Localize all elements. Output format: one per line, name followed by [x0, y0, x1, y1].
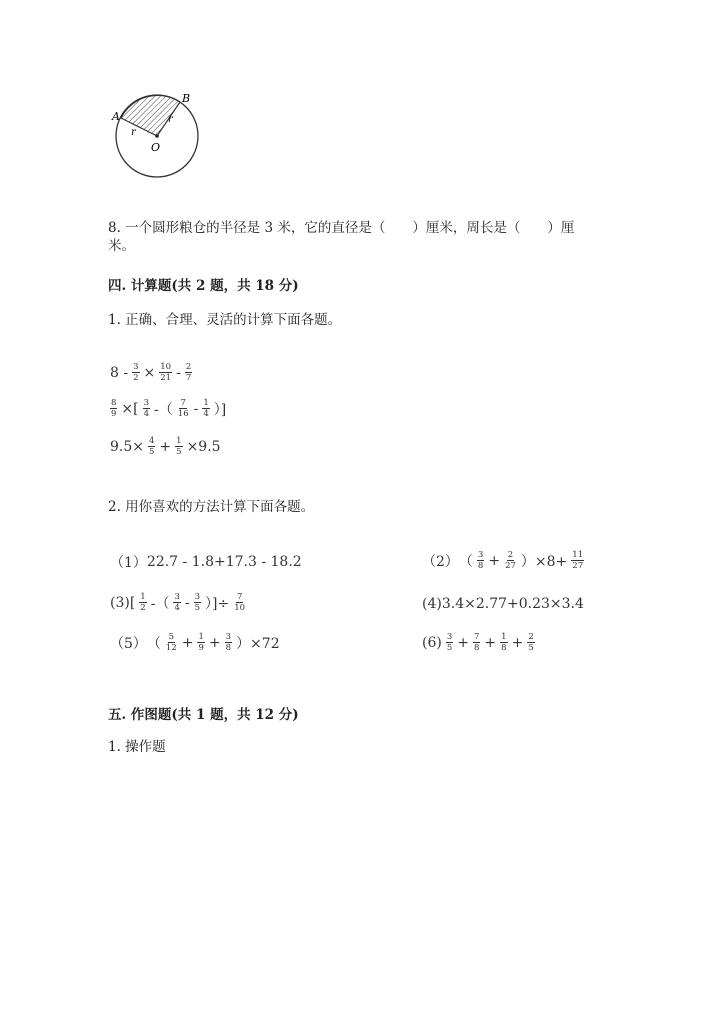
fraction: $\frac{1}{9}$ [198, 632, 204, 653]
problem-6: (6) $\frac{3}{5}$ + $\frac{7}{8}$ + $\frac{1}{8}$ + $\frac{2}{5}$ [422, 632, 534, 653]
expression-1: 8 - $\frac{3}{2}$ × $\frac{10}{21}$ - $\frac{2}{7}$ [110, 362, 192, 383]
question-8-line2: 米。 [108, 238, 135, 254]
circle-sector-figure [104, 90, 224, 190]
fraction: $\frac{3}{4}$ [143, 398, 150, 419]
fraction: $\frac{2}{27}$ [505, 550, 516, 571]
fraction: $\frac{10}{21}$ [160, 362, 172, 383]
fraction: $\frac{3}{8}$ [477, 550, 484, 571]
fraction: $\frac{11}{27}$ [572, 550, 584, 571]
label-r-right: r [168, 114, 173, 125]
section-4-q2-title: 2. 用你喜欢的方法计算下面各题。 [108, 499, 315, 515]
fraction: $\frac{7}{16}$ [177, 398, 189, 419]
question-8 [108, 219, 608, 255]
fraction: $\frac{2}{7}$ [185, 362, 192, 383]
fraction: $\frac{2}{5}$ [528, 632, 534, 653]
fraction: $\frac{1}{8}$ [501, 632, 507, 653]
fraction: $\frac{4}{5}$ [149, 436, 155, 457]
section-5-q1-title: 1. 操作题 [108, 739, 166, 755]
fraction: $\frac{7}{8}$ [474, 632, 480, 653]
problem-4: (4) 3.4×2.77+0.23×3.4 [422, 596, 584, 612]
center-dot [155, 134, 159, 138]
problem-2: （2） （ $\frac{3}{8}$ + $\frac{2}{27}$ ）×8+ $\frac{11}{27}$ [422, 550, 584, 571]
fraction: $\frac{7}{10}$ [234, 592, 246, 613]
label-o: O [151, 141, 161, 154]
expression-3: 9.5× $\frac{4}{5}$ + $\frac{1}{5}$ ×9.5 [110, 436, 221, 457]
fraction: $\frac{8}{9}$ [111, 398, 117, 419]
fraction: $\frac{3}{5}$ [194, 592, 201, 613]
label-b: B [182, 92, 191, 105]
fraction: $\frac{3}{4}$ [174, 592, 180, 613]
question-8-line1: 8. 一个圆形粮仓的半径是 3 米，它的直径是（ ）厘米，周长是（ ）厘 [108, 220, 575, 236]
section-4-title: 四. 计算题(共 2 题，共 18 分) [108, 278, 299, 294]
section-4-q1-title: 1. 正确、合理、灵活的计算下面各题。 [108, 312, 342, 328]
fraction: $\frac{3}{5}$ [446, 632, 453, 653]
problem-1: （1） 22.7 - 1.8+17.3 - 18.2 [110, 554, 302, 571]
label-a: A [112, 110, 120, 123]
fraction: $\frac{5}{12}$ [165, 632, 177, 653]
problem-5: （5） （ $\frac{5}{12}$ + $\frac{1}{9}$ + $\frac{3}{8}$ ）×72 [110, 632, 280, 653]
fraction: $\frac{1}{5}$ [176, 436, 182, 457]
label-r-left: r [131, 127, 136, 138]
problem-3: (3)[ $\frac{1}{2}$ -（ $\frac{3}{4}$ - $\frac{3}{5}$ ）]÷ $\frac{7}{10}$ [110, 592, 246, 613]
fraction: $\frac{3}{8}$ [225, 632, 232, 653]
fraction: $\frac{1}{2}$ [140, 592, 146, 613]
expression-2: $\frac{8}{9}$ ×[ $\frac{3}{4}$ -（ $\frac{7}{16}$ - $\frac{1}{4}$ ）] [111, 398, 227, 419]
fraction: $\frac{1}{4}$ [203, 398, 209, 419]
fraction: $\frac{3}{2}$ [133, 362, 139, 383]
section-5-title: 五. 作图题(共 1 题，共 12 分) [108, 707, 299, 723]
